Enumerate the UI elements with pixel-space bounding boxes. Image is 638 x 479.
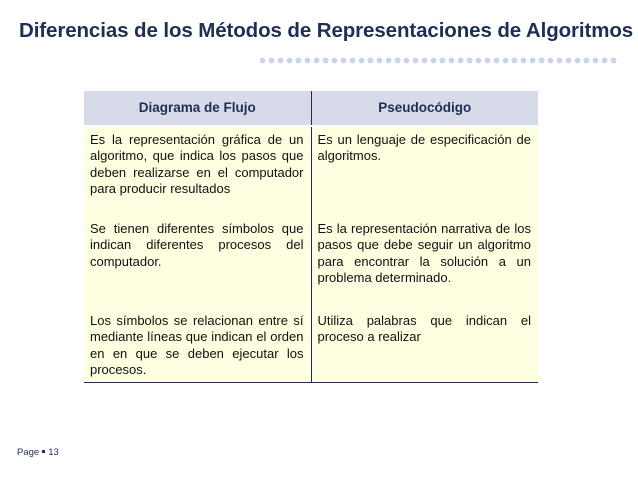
table-row [84, 216, 538, 308]
table-header-row [84, 91, 538, 126]
page-number-value: 13 [48, 447, 59, 458]
cell-pseudocodigo: Utiliza palabras que indican el proceso a realizar [311, 308, 538, 383]
cell-pseudocodigo: Es la representación narrativa de los pasos que debe seguir un algoritmo para encontrar la solución a un problema determinado. [311, 216, 538, 308]
cell-diagrama-de-flujo: Los símbolos se relacionan entre sí mediante líneas que indican el orden en en que se deben ejecutar los procesos. [84, 308, 311, 383]
page-label: Page [17, 447, 40, 458]
header-pseudocodigo: Pseudocódigo [311, 91, 538, 126]
dotted-rule [258, 56, 620, 65]
page-number [17, 447, 59, 458]
table-row [84, 308, 538, 383]
bullet-icon [42, 450, 45, 453]
table-row [84, 126, 538, 216]
slide-title: Diferencias de los Métodos de Representaciones de Algoritmos [19, 19, 634, 42]
comparison-table [84, 91, 538, 383]
cell-pseudocodigo: Es un lenguaje de especificación de algoritmos. [311, 126, 538, 216]
header-diagrama-de-flujo: Diagrama de Flujo [84, 91, 311, 126]
cell-diagrama-de-flujo: Se tienen diferentes símbolos que indican diferentes procesos del computador. [84, 216, 311, 308]
cell-diagrama-de-flujo: Es la representación gráfica de un algoritmo, que indica los pasos que deben realizarse en el computador para producir resultados [84, 126, 311, 216]
